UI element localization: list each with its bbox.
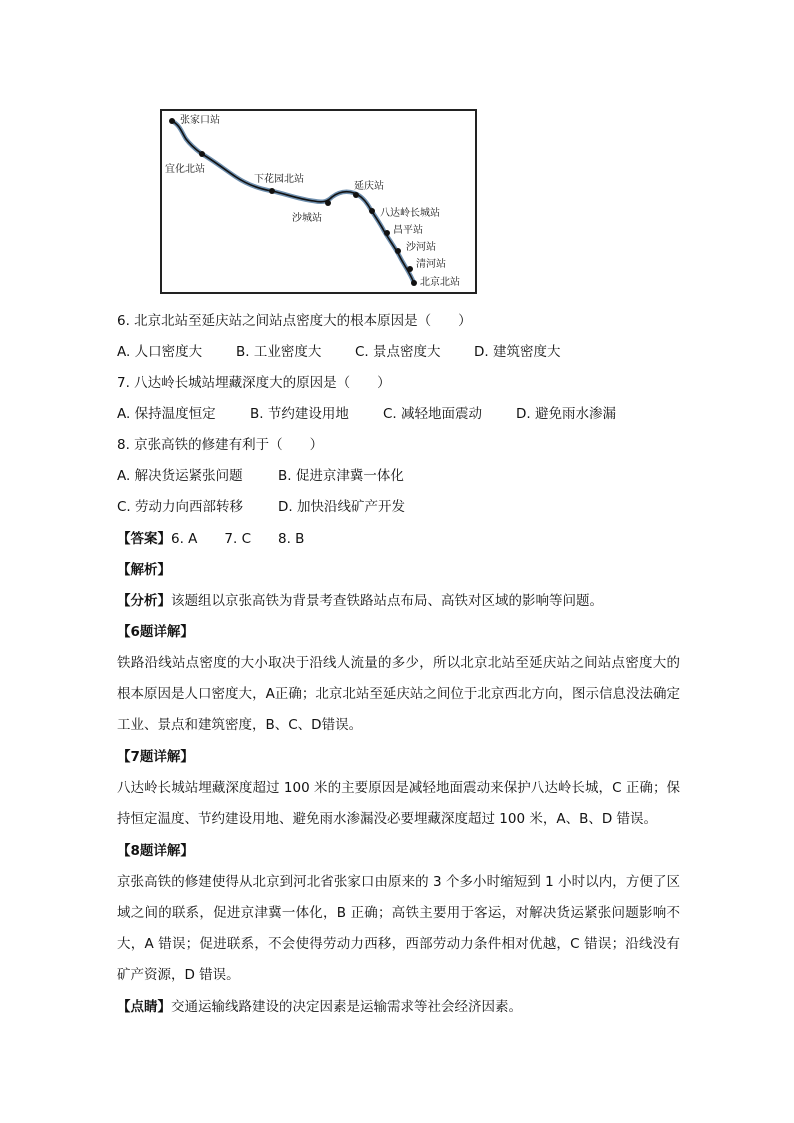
detail-6-heading: 【6题详解】 [117, 624, 194, 640]
question-6-option-c: C. 景点密度大 [355, 344, 441, 360]
key-point [117, 998, 522, 1016]
station-label-shacheng: 沙城站 [292, 213, 322, 224]
station-label-shahe: 沙河站 [406, 242, 436, 253]
station-dot-qinghe [407, 266, 413, 272]
analysis-summary-tag: 【分析】 [117, 593, 171, 609]
answer-tag: 【答案】 [117, 531, 171, 547]
station-label-zhangjiakou: 张家口站 [180, 115, 220, 126]
question-8-option-b: B. 促进京津冀一体化 [278, 468, 404, 484]
question-6-stem: 6. 北京北站至延庆站之间站点密度大的根本原因是（ ） [117, 313, 472, 329]
station-dot-shahe [395, 248, 401, 254]
detail-7-heading: 【7题详解】 [117, 749, 194, 765]
station-dot-xuanhua [199, 151, 205, 157]
key-point-text: 交通运输线路建设的决定因素是运输需求等社会经济因素。 [171, 999, 522, 1015]
station-dot-zhangjiakou [169, 118, 175, 124]
station-dot-beijingbei [411, 280, 417, 286]
analysis-summary [117, 592, 603, 610]
station-label-xuanhua: 宜化北站 [165, 164, 205, 175]
station-dot-xiahuayuan [269, 188, 275, 194]
detail-6-text: 铁路沿线站点密度的大小取决于沿线人流量的多少，所以北京北站至延庆站之间站点密度大的根本原因是人口密度大，A正确；北京北站至延庆站之间位于北京西北方向，图示信息没法确定工业、景点和建筑密度，B、C、D错误。 [117, 655, 680, 733]
detail-8-heading: 【8题详解】 [117, 843, 194, 859]
question-7-option-a: A. 保持温度恒定 [117, 406, 216, 422]
analysis-summary-text: 该题组以京张高铁为背景考查铁路站点布局、高铁对区域的影响等问题。 [171, 593, 603, 609]
analysis-heading: 【解析】 [117, 562, 171, 578]
station-dot-changping [384, 230, 390, 236]
question-7-stem: 7. 八达岭长城站埋藏深度大的原因是（ ） [117, 375, 391, 391]
station-label-changping: 昌平站 [393, 225, 423, 236]
question-7-option-d: D. 避免雨水渗漏 [516, 406, 616, 422]
answer-line [117, 530, 304, 548]
station-label-beijingbei: 北京北站 [420, 277, 460, 288]
answer-text: 6. A 7. C 8. B [171, 531, 305, 547]
station-label-badaling: 八达岭长城站 [380, 208, 440, 219]
question-8-option-d: D. 加快沿线矿产开发 [278, 499, 405, 515]
key-point-tag: 【点睛】 [117, 999, 171, 1015]
station-dot-shacheng [325, 200, 331, 206]
question-6-option-b: B. 工业密度大 [236, 344, 322, 360]
station-label-qinghe: 清河站 [416, 259, 446, 270]
detail-7-text: 八达岭长城站埋藏深度超过 100 米的主要原因是减轻地面震动来保护八达岭长城，C 正确；保持恒定温度、节约建设用地、避免雨水渗漏没必要埋藏深度超过 100 米，A、B、D 错误。 [117, 780, 680, 827]
question-7-option-c: C. 减轻地面震动 [383, 406, 483, 422]
question-6-option-a: A. 人口密度大 [117, 344, 203, 360]
question-8-option-a: A. 解决货运紧张问题 [117, 468, 243, 484]
question-8-option-c: C. 劳动力向西部转移 [117, 499, 244, 515]
question-8-stem: 8. 京张高铁的修建有利于（ ） [117, 437, 324, 453]
station-label-yanqing: 延庆站 [354, 181, 384, 192]
question-6-option-d: D. 建筑密度大 [474, 344, 561, 360]
railway-map [160, 109, 477, 294]
question-7-option-b: B. 节约建设用地 [250, 406, 349, 422]
detail-8-text: 京张高铁的修建使得从北京到河北省张家口由原来的 3 个多小时缩短到 1 小时以内，方便了区域之间的联系，促进京津冀一体化，B 正确；高铁主要用于客运，对解决货运紧张问题影响不大，A 错误；促进联系，不会使得劳动力西移，西部劳动力条件相对优越，C 错误；沿线没有矿产资源，D 错误。 [117, 874, 680, 983]
station-dot-badaling [369, 208, 375, 214]
station-label-xiahuayuan: 下花园北站 [254, 174, 304, 185]
